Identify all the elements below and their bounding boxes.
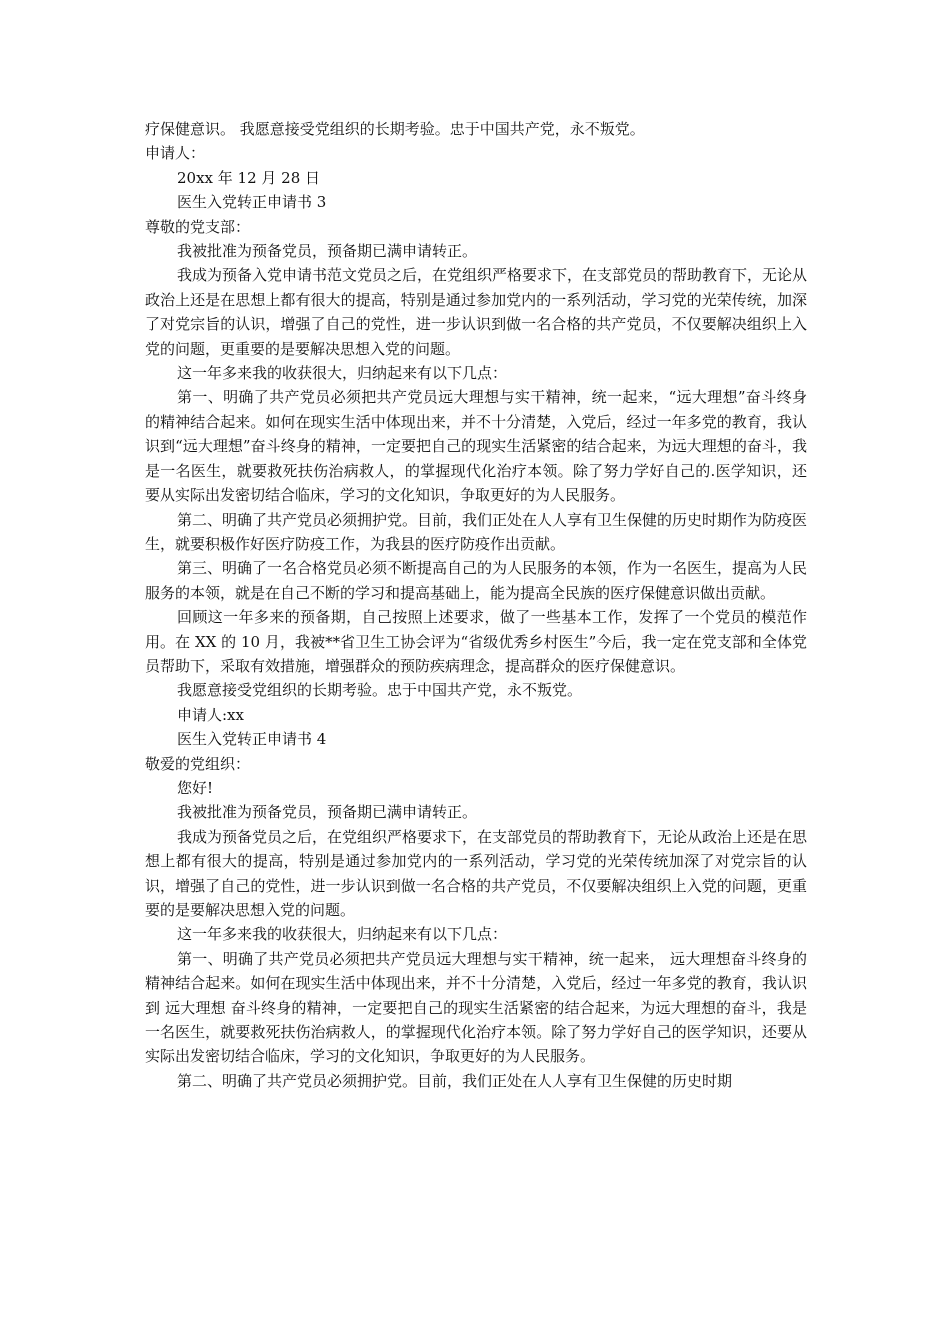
paragraph-10: 第二、明确了共产党员必须拥护党。目前，我们正处在人人享有卫生保健的历史时期作为防疫医生，就要积极作好医疗防疫工作，为我县的医疗防疫作出贡献。 <box>145 510 808 553</box>
paragraph-13: 我愿意接受党组织的长期考验。忠于中国共产党，永不叛党。 <box>177 681 583 700</box>
paragraph-1: 疗保健意识。 我愿意接受党组织的长期考验。忠于中国共产党，永不叛党。 <box>145 120 645 138</box>
salutation-4: 敬爱的党组织： <box>145 754 251 773</box>
section-title-4: 医生入党转正申请书 4 <box>177 730 327 749</box>
salutation-3: 尊敬的党支部： <box>145 217 251 236</box>
paragraph-12: 回顾这一年多来的预备期，自己按照上述要求，做了一些基本工作，发挥了一个党员的模范作用。在 XX 的 10 月，我被**省卫生工协会评为“省级优秀乡村医生”今后，我一定在党支部和全体党员帮助下，采取有效措施，增强群众的预防疾病理念，提高群众的医疗保健意识。 <box>145 608 807 675</box>
paragraph-20: 这一年多来我的收获很大，归纳起来有以下几点： <box>177 925 508 944</box>
section-title-3: 医生入党转正申请书 3 <box>177 193 327 212</box>
applicant-line-1: 申请人： <box>145 144 206 163</box>
paragraph-11: 第三、明确了一名合格党员必须不断提高自己的为人民服务的本领，作为一名医生，提高为人民服务的本领，就是在自己不断的学习和提高基础上，能为提高全民族的医疗保健意识做出贡献。 <box>145 559 808 602</box>
date-line: 20xx 年 12 月 28 日 <box>177 168 321 187</box>
paragraph-6: 我被批准为预备党员，预备期已满申请转正。 <box>177 242 478 261</box>
document-page <box>145 117 807 1093</box>
paragraph-18: 我被批准为预备党员，预备期已满申请转正。 <box>177 803 478 822</box>
paragraph-7: 我成为预备入党申请书范文党员之后，在党组织严格要求下，在支部党员的帮助教育下，无论从政治上还是在思想上都有很大的提高，特别是通过参加党内的一系列活动，学习党的光荣传统，加深了对党宗旨的认识，增强了自己的党性，进一步认识到做一名合格的共产党员，不仅要解决组织上入党的问题，更重要的是要解决思想入党的问题。 <box>145 266 808 358</box>
paragraph-22: 第二、明确了共产党员必须拥护党。目前，我们正处在人人享有卫生保健的历史时期 <box>177 1071 733 1090</box>
paragraph-19: 我成为预备党员之后，在党组织严格要求下，在支部党员的帮助教育下，无论从政治上还是在思想上都有很大的提高，特别是通过参加党内的一系列活动，学习党的光荣传统加深了对党宗旨的认识，增强了自己的党性，进一步认识到做一名合格的共产党员，不仅要解决组织上入党的问题，更重要的是要解决思想入党的问题。 <box>145 827 808 919</box>
applicant-line-2: 申请人:xx <box>177 705 244 724</box>
paragraph-8: 这一年多来我的收获很大，归纳起来有以下几点： <box>177 364 508 383</box>
paragraph-9: 第一、明确了共产党员必须把共产党员远大理想与实干精神，统一起来，“远大理想”奋斗终身的精神结合起来。如何在现实生活中体现出来，并不十分清楚，入党后，经过一年多党的教育，我认识到“远大理想”奋斗终身的精神，一定要把自己的现实生活紧密的结合起来，为远大理想的奋斗，我是一名医生，就要救死扶伤治病救人，的掌握现代化治疗本领。除了努力学好自己的.医学知识，还要从实际出发密切结合临床，学习的文化知识，争取更好的为人民服务。 <box>145 388 807 505</box>
greeting: 您好! <box>177 778 214 797</box>
paragraph-21: 第一、明确了共产党员必须把共产党员远大理想与实干精神，统一起来， 远大理想奋斗终身的精神结合起来。如何在现实生活中体现出来，并不十分清楚，入党后，经过一年多党的教育，我认识到 远大理想 奋斗终身的精神，一定要把自己的现实生活紧密的结合起来，为远大理想的奋斗，我是一名医生，就要救死扶伤治病救人，的掌握现代化治疗本领。除了努力学好自己的医学知识，还要从实际出发密切结合临床，学习的文化知识，争取更好的为人民服务。 <box>145 949 807 1066</box>
